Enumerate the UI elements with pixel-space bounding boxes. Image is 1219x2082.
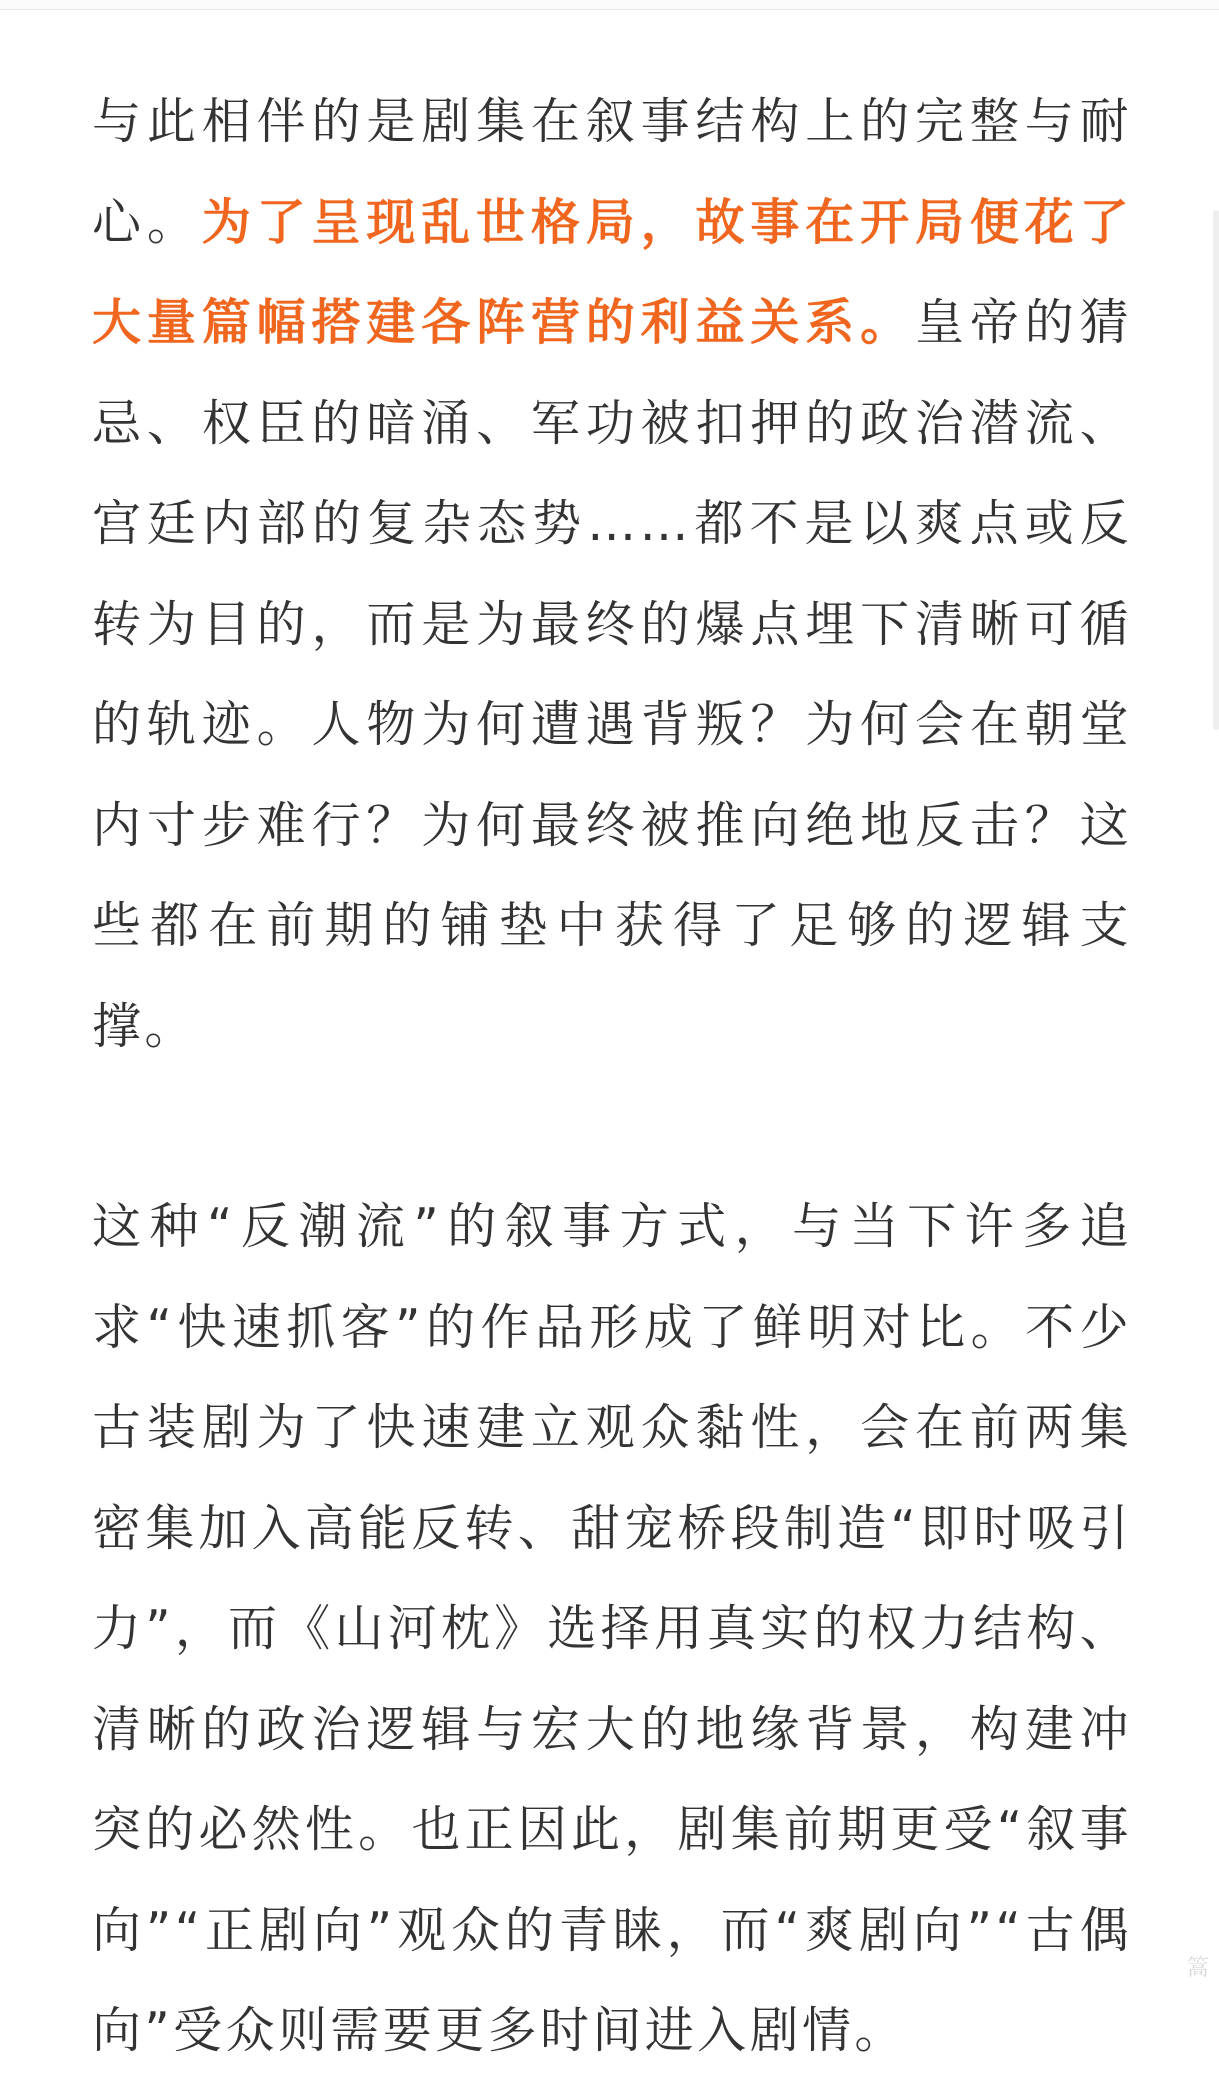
highlighted-sentence: 为了呈现乱世格局，故事在开局便花了大量篇幅搭建各阵营的利益关系。 <box>92 193 1132 351</box>
paragraph-1-body: 皇帝的猜忌、权臣的暗涌、军功被扣押的政治潜流、宫廷内部的复杂态势……都不是以爽点或反转为目的，而是为最终的爆点埋下清晰可循的轨迹。人物为何遭遇背叛？为何会在朝堂内寸步难行？为何最终被推向绝地反击？这些都在前期的铺垫中获得了足够的逻辑支撑。 <box>92 294 1132 1055</box>
scrollbar-thumb[interactable] <box>1213 210 1219 730</box>
article-body <box>92 72 1132 2082</box>
paragraph-1-intro: 与此相伴的是剧集在叙事结构上的完整与耐心。 <box>92 93 1132 251</box>
top-divider <box>0 0 1219 10</box>
paragraph-1 <box>92 72 1132 1077</box>
paragraph-2: 这种“反潮流”的叙事方式，与当下许多追求“快速抓客”的作品形成了鲜明对比。不少古装剧为了快速建立观众黏性，会在前两集密集加入高能反转、甜宠桥段制造“即时吸引力”，而《山河枕》选择用真实的权力结构、清晰的政治逻辑与宏大的地缘背景，构建冲突的必然性。也正因此，剧集前期更受“叙事向”“正剧向”观众的青睐，而“爽剧向”“古偶向”受众则需要更多时间进入剧情。 <box>92 1198 1132 2059</box>
watermark: 篙 <box>1186 1956 1209 1981</box>
